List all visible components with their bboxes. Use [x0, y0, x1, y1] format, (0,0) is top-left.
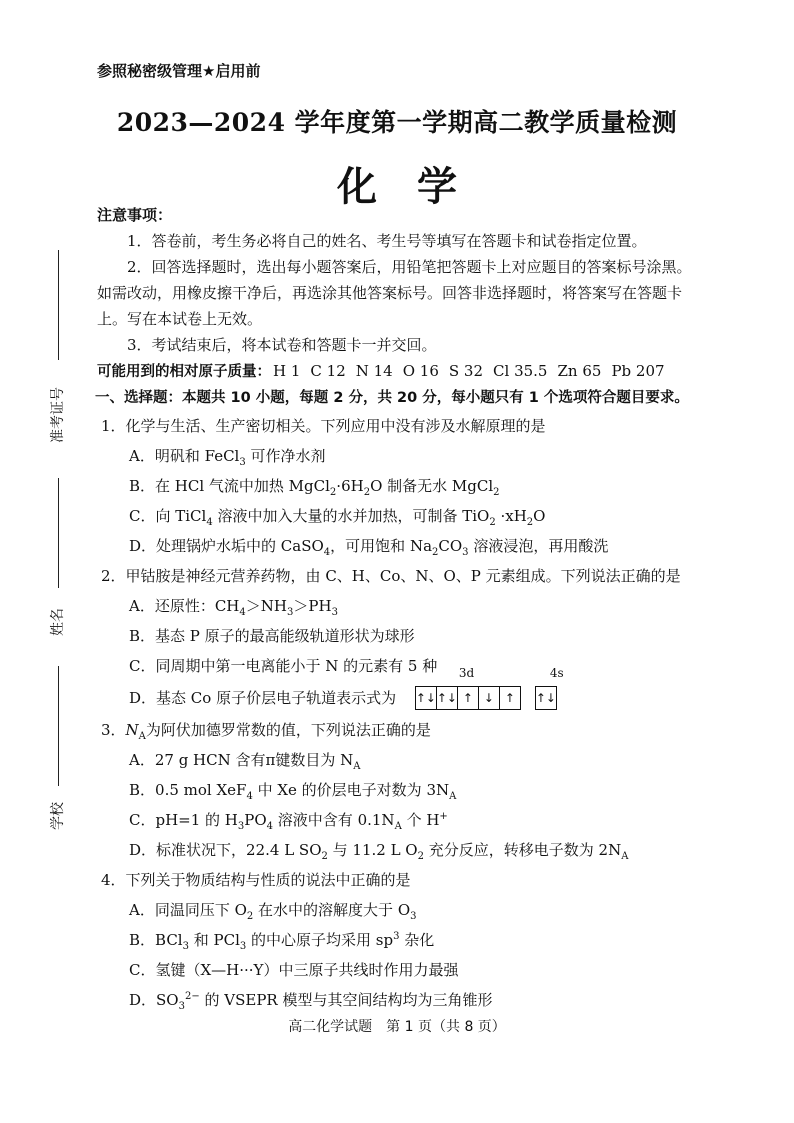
page-footer: 高二化学试题 第 1 页（共 8 页） [288, 1019, 506, 1035]
question-1-option-c: C．向 TiCl$_4$ 溶液中加入大量的水并加热，可制备 $TiO_2 \cdot xH_2O$ [129, 507, 546, 528]
question-4-option-b: B．BCl$_3$ 和 PCl$_3$ 的中心原子均采用 $sp^3$ 杂化 [129, 931, 435, 952]
atomic-mass-item: Pb 207 [611, 362, 665, 380]
orbital-diagram [415, 666, 564, 714]
question-4-stem: 4．下列关于物质结构与性质的说法中正确的是 [101, 871, 411, 889]
question-3-option-c: C．pH=1 的 $H_3PO_4$ 溶液中含有 $0.1N_A$ 个 H+ [129, 811, 448, 832]
orbital-box: ↑↓ [416, 687, 437, 709]
note-item-2-line-3: 上。写在本试卷上无效。 [97, 310, 263, 328]
question-1-option-d: D．处理锅炉水垢中的 CaSO$_4$，可用饱和 $Na_2CO_3$ 溶液浸泡，再用酸洗 [129, 537, 609, 558]
note-item-2-line-1: 2．回答选择题时，选出每小题答案后，用铅笔把答题卡上对应题目的答案标号涂黑。 [127, 258, 692, 276]
section-1-heading: 一、选择题：本题共 10 小题，每题 2 分，共 20 分，每小题只有 1 个选项符合题目要求。 [95, 390, 689, 406]
margin-line-exam-number [58, 250, 59, 360]
subject-title: 化学 [337, 163, 497, 210]
atomic-mass-item: Zn 65 [557, 362, 602, 380]
question-3-option-a: A．27 g HCN 含有π键数目为 $N_A$ [129, 751, 361, 772]
exam-content [97, 228, 729, 1015]
question-1-option-b: B．在 HCl 气流中加热 $MgCl_2\cdot 6H_2O$ 制备无水 MgCl$_2$ [129, 477, 500, 498]
orbital-3d-label: 3d [458, 666, 475, 680]
question-1-option-a: A．明矾和 FeCl$_3$ 可作净水剂 [129, 447, 326, 468]
question-3-option-d: D．标准状况下，22.4 L $SO_2$ 与 11.2 L $O_2$ 充分反应，转移电子数为 $2N_A$ [129, 841, 629, 862]
question-3-stem: 3．$N_A$为阿伏加德罗常数的值，下列说法正确的是 [101, 721, 431, 742]
atomic-mass-item: Cl 35.5 [493, 362, 548, 380]
notes-heading: 注意事项： [97, 206, 173, 224]
orbital-box: ↑↓ [437, 687, 458, 709]
atomic-mass-list [97, 358, 729, 385]
question-4-option-c: C．氢键（X—H···Y）中三原子共线时作用力最强 [129, 961, 459, 979]
atomic-mass-label: 可能用到的相对原子质量： [97, 364, 271, 380]
margin-label-name: 姓名 [50, 608, 66, 636]
question-4-option-a: A．同温同压下 $O_2$ 在水中的溶解度大于 $O_3$ [129, 901, 417, 922]
question-2-option-d: D．基态 Co 原子价层电子轨道表示式为 3d 4s ↑↓ ↑↓ ↑ ↓ ↑ ↑↓ [97, 681, 729, 715]
orbital-4s-label: 4s [549, 666, 564, 680]
question-2-stem: 2．甲钴胺是神经元营养药物，由 C、H、Co、N、O、P 元素组成。下列说法正确的是 [101, 567, 681, 585]
orbital-box: ↑↓ [535, 691, 556, 705]
margin-label-school: 学校 [50, 802, 66, 830]
note-item-3: 3．考试结束后，将本试卷和答题卡一并交回。 [127, 336, 437, 354]
question-2-option-b: B．基态 P 原子的最高能级轨道形状为球形 [129, 627, 415, 645]
margin-line-name [58, 666, 59, 786]
note-item-2-line-2: 如需改动，用橡皮擦干净后，再选涂其他答案标号。回答非选择题时，将答案写在答题卡 [97, 284, 683, 302]
orbital-box: ↓ [479, 687, 500, 709]
atomic-mass-item: H 1 [273, 362, 301, 380]
note-item-1: 1．答卷前，考生务必将自己的姓名、考生号等填写在答题卡和试卷指定位置。 [127, 232, 647, 250]
question-2-option-c: C．同周期中第一电离能小于 N 的元素有 5 种 [129, 657, 438, 675]
question-4-option-d: D．$SO_3^{2-}$ 的 VSEPR 模型与其空间结构均为三角锥形 [129, 991, 493, 1012]
atomic-mass-item: S 32 [448, 362, 484, 380]
question-2-option-a: A．还原性：$CH_4>NH_3>PH_3$ [129, 597, 338, 618]
atomic-mass-item: C 12 [310, 362, 346, 380]
margin-label-exam-number: 准考证号 [50, 387, 66, 443]
orbital-box: ↑ [504, 691, 515, 705]
question-3-option-b: B．0.5 mol XeF$_4$ 中 Xe 的价层电子对数为 $3N_A$ [129, 781, 457, 802]
orbital-box: ↑ [458, 687, 479, 709]
exam-title: 2023—2024 学年度第一学期高二教学质量检测 [116, 108, 678, 137]
margin-line-exam-number-lower [58, 478, 59, 588]
atomic-mass-item: N 14 [355, 362, 393, 380]
atomic-mass-item: O 16 [402, 362, 439, 380]
question-1-stem: 1．化学与生活、生产密切相关。下列应用中没有涉及水解原理的是 [101, 417, 546, 435]
confidential-notice: 参照秘密级管理★启用前 [97, 62, 261, 80]
